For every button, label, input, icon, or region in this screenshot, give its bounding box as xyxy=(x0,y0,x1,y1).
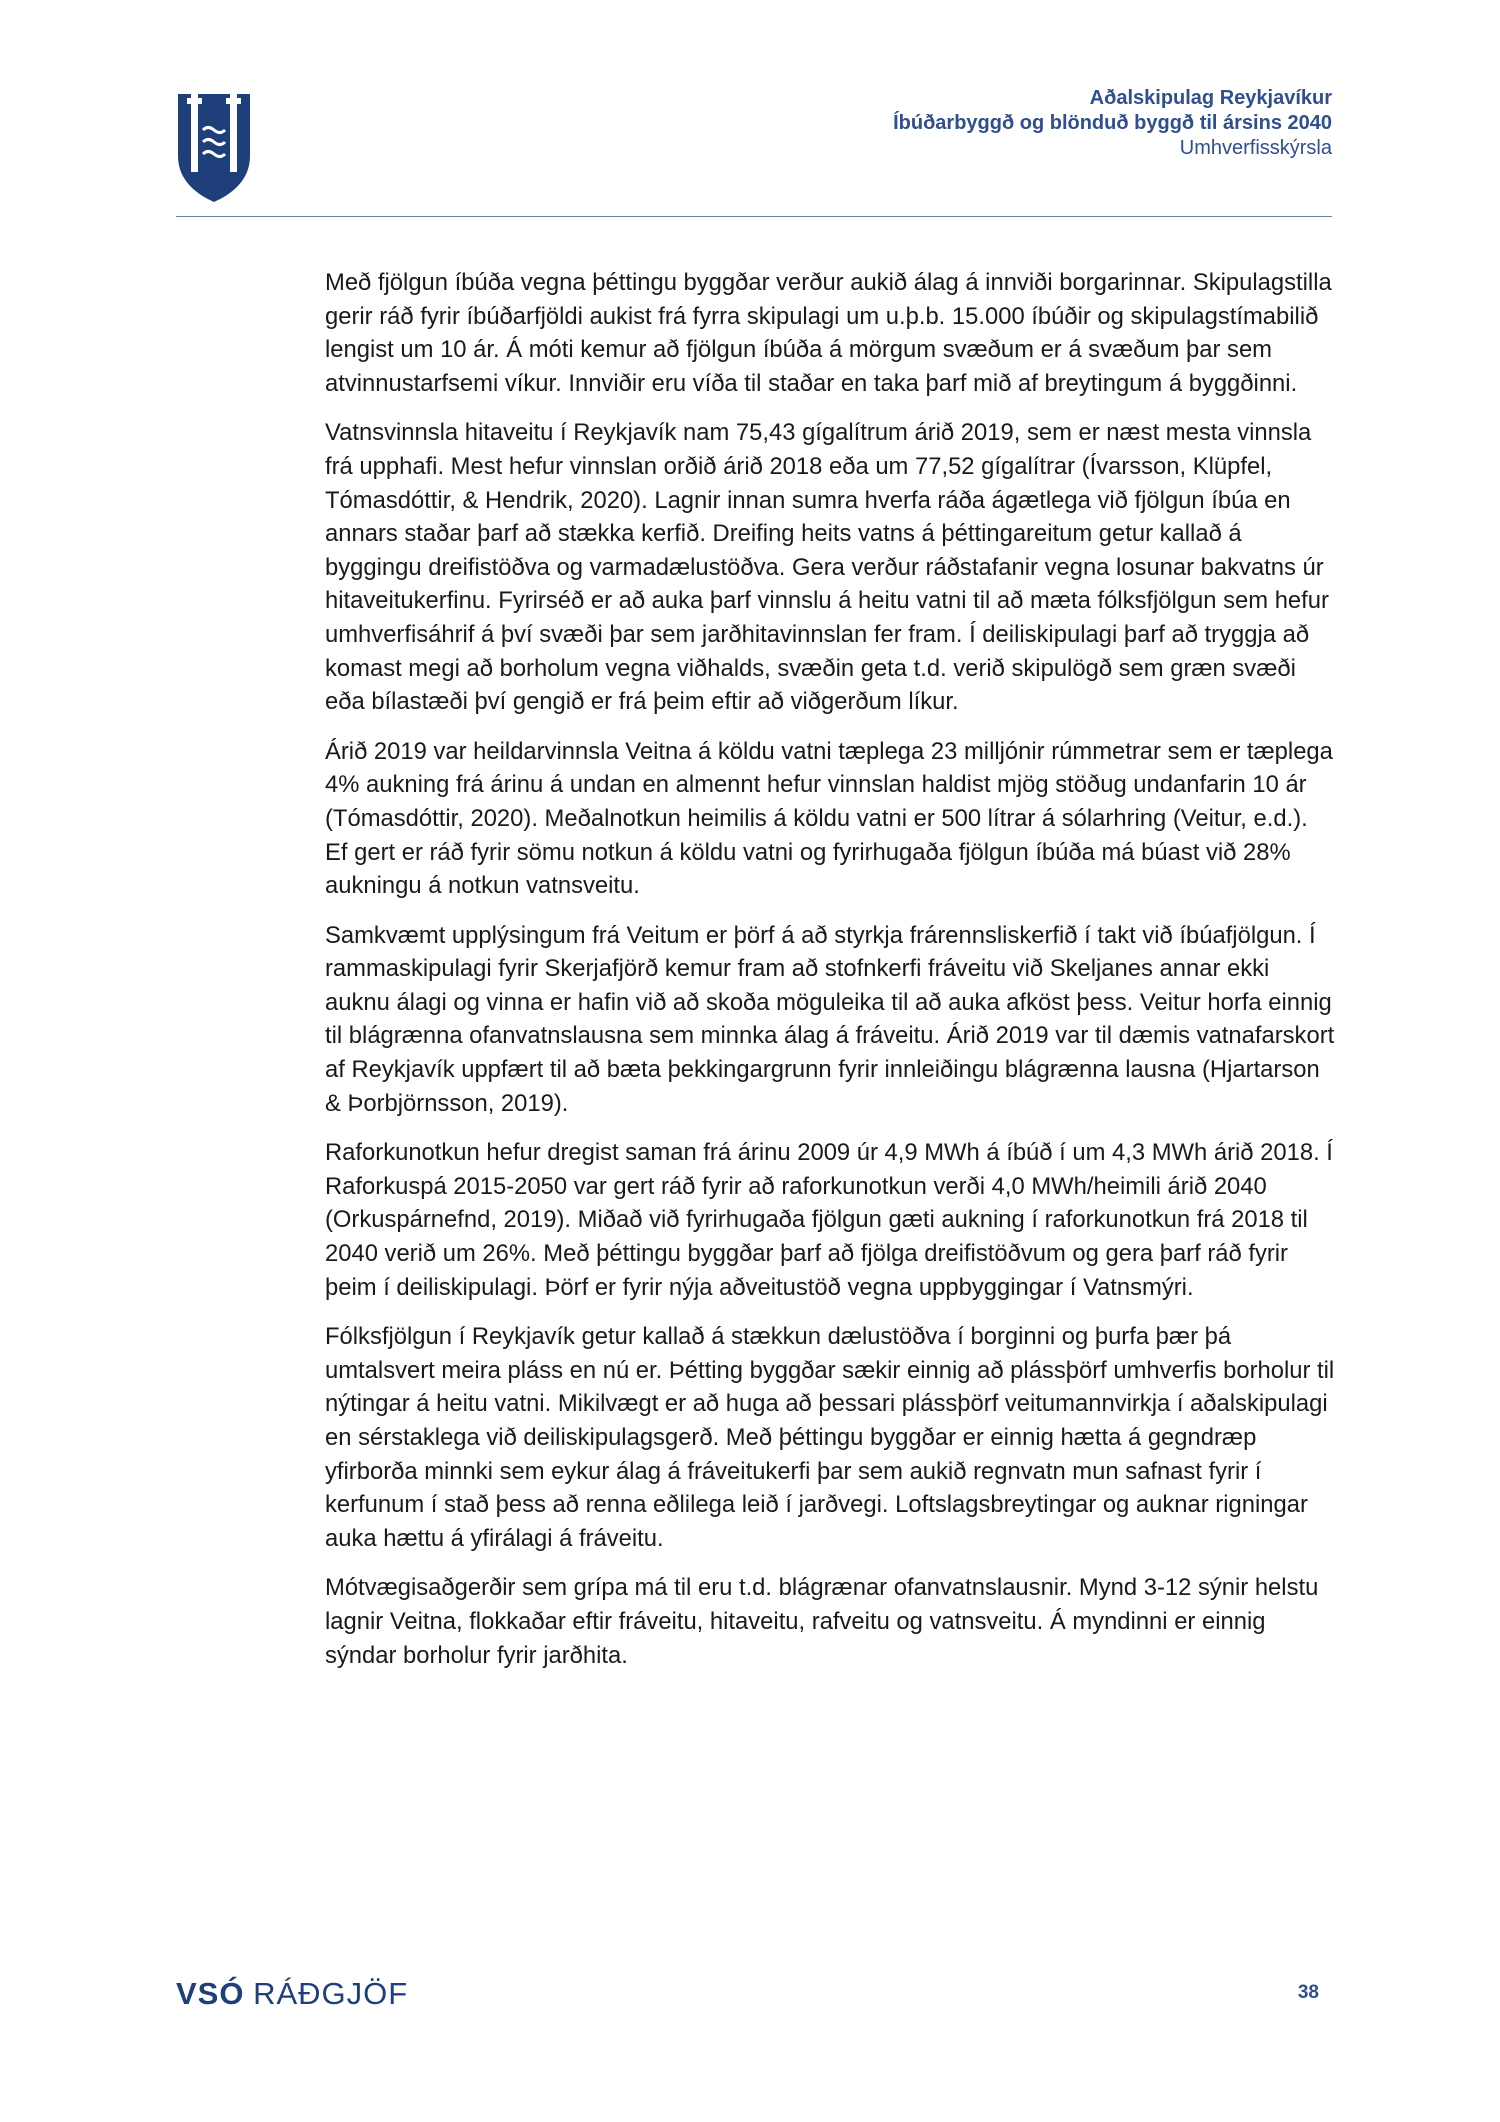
brand-bold: VSÓ xyxy=(176,1976,245,2011)
paragraph: Árið 2019 var heildarvinnsla Veitna á köldu vatni tæplega 23 milljónir rúmmetrar sem er tæplega 4% aukning frá árinu á undan en almennt hefur vinnslan haldist mjög stöðug undanfarin 10 ár (Tómasdóttir, 2020). Meðalnotkun heimilis á köldu vatni er 500 lítrar á sólarhring (Veitur, e.d.). Ef gert er ráð fyrir sömu notkun á köldu vatni og fyrirhugaða fjölgun íbúða má búast við 28% aukningu á notkun vatnsveitu. xyxy=(325,737,1333,900)
header-divider xyxy=(176,216,1332,217)
body-text xyxy=(325,266,1335,1688)
paragraph: Vatnsvinnsla hitaveitu í Reykjavík nam 75,43 gígalítrum árið 2019, sem er næst mesta vinnsla frá upphafi. Mest hefur vinnslan orðið árið 2018 eða um 77,52 gígalítrar (Ívarsson, Klüpfel, Tómasdóttir, & Hendrik, 2020). Lagnir innan sumra hverfa ráða ágætlega við fjölgun íbúa en annars staðar þarf að stækka kerfið. Dreifing heits vatns á þéttingareitum getur kallað á byggingu dreifistöðva og varmadælustöðva. Gera verður ráðstafanir vegna losunar bakvatns úr hitaveitukerfinu. Fyrirséð er að auka þarf vinnslu á heitu vatni til að mæta fólksfjölgun sem hefur umhverfisáhrif á því svæði þar sem jarðhitavinnslan fer fram. Í deiliskipulagi þarf að tryggja að komast megi að borholum vegna viðhalds, svæðin geta t.d. verið skipulögð sem græn svæði eða bílastæði því gengið er frá þeim eftir að viðgerðum líkur. xyxy=(325,419,1329,716)
header-title: Aðalskipulag Reykjavíkur xyxy=(1089,87,1332,109)
paragraph: Fólksfjölgun í Reykjavík getur kallað á stækkun dælustöðva í borginni og þurfa þær þá umtalsvert meira pláss en nú er. Þétting byggðar sækir einnig að plássþörf umhverfis borholur til nýtingar á heitu vatni. Mikilvægt er að huga að þessari plássþörf veitumannvirkja í aðalskipulagi en sérstaklega við deiliskipulagsgerð. Með þéttingu byggðar er einnig hætta á gegndræp yfirborða minnki sem eykur álag á fráveitukerfi þar sem aukið regnvatn mun safnast fyrir í kerfunum í stað þess að renna eðlilega leið í jarðvegi. Loftslagsbreytingar og auknar rigningar auka hættu á yfirálagi á fráveitu. xyxy=(325,1323,1335,1552)
header-subtitle: Íbúðarbyggð og blönduð byggð til ársins 2040 xyxy=(893,112,1332,134)
brand-rest: RÁÐGJÖF xyxy=(253,1976,409,2011)
paragraph: Mótvægisaðgerðir sem grípa má til eru t.d. blágrænar ofanvatnslausnir. Mynd 3-12 sýnir helstu lagnir Veitna, flokkaðar eftir fráveitu, hitaveitu, rafveitu og vatnsveitu. Á myndinni er einnig sýndar borholur fyrir jarðhita. xyxy=(325,1574,1319,1669)
header-document-type: Umhverfisskýrsla xyxy=(1179,137,1332,159)
reykjavik-coat-of-arms-icon xyxy=(176,92,252,204)
footer-brand-logo xyxy=(176,1976,408,2012)
paragraph: Samkvæmt upplýsingum frá Veitum er þörf á að styrkja frárennsliskerfið í takt við íbúafjölgun. Í rammaskipulagi fyrir Skerjafjörð kemur fram að stofnkerfi fráveitu við Skeljanes annar ekki auknu álagi og vinna er hafin við að skoða möguleika til að auka afköst þess. Veitur horfa einnig til blágrænna ofanvatnslausna sem minnka álag á fráveitu. Árið 2019 var til dæmis vatnafarskort af Reykjavík uppfært til að bæta þekkingargrunn fyrir innleiðingu blágrænna lausna (Hjartarson & Þorbjörnsson, 2019). xyxy=(325,921,1335,1117)
paragraph: Með fjölgun íbúða vegna þéttingu byggðar verður aukið álag á innviði borgarinnar. Skipulagstilla gerir ráð fyrir íbúðarfjöldi aukist frá fyrra skipulagi um u.þ.b. 15.000 íbúðir og skipulagstímabilið lengist um 10 ár. Á móti kemur að fjölgun íbúða á mörgum svæðum er á svæðum þar sem atvinnustarfsemi víkur. Innviðir eru víða til staðar en taka þarf mið af breytingum á byggðinni. xyxy=(325,269,1332,397)
page-number: 38 xyxy=(1297,1982,1319,2003)
document-header xyxy=(893,86,1332,161)
paragraph: Raforkunotkun hefur dregist saman frá árinu 2009 úr 4,9 MWh á íbúð í um 4,3 MWh árið 2018. Í Raforkuspá 2015-2050 var gert ráð fyrir að raforkunotkun verði 4,0 MWh/heimili árið 2040 (Orkuspárnefnd, 2019). Miðað við fyrirhugaða fjölgun gæti aukning í raforkunotkun frá 2018 til 2040 verið um 26%. Með þéttingu byggðar þarf að fjölga dreifistöðvum og gera þarf ráð fyrir þeim í deiliskipulagi. Þörf er fyrir nýja aðveitustöð vegna uppbyggingar í Vatnsmýri. xyxy=(325,1139,1333,1301)
